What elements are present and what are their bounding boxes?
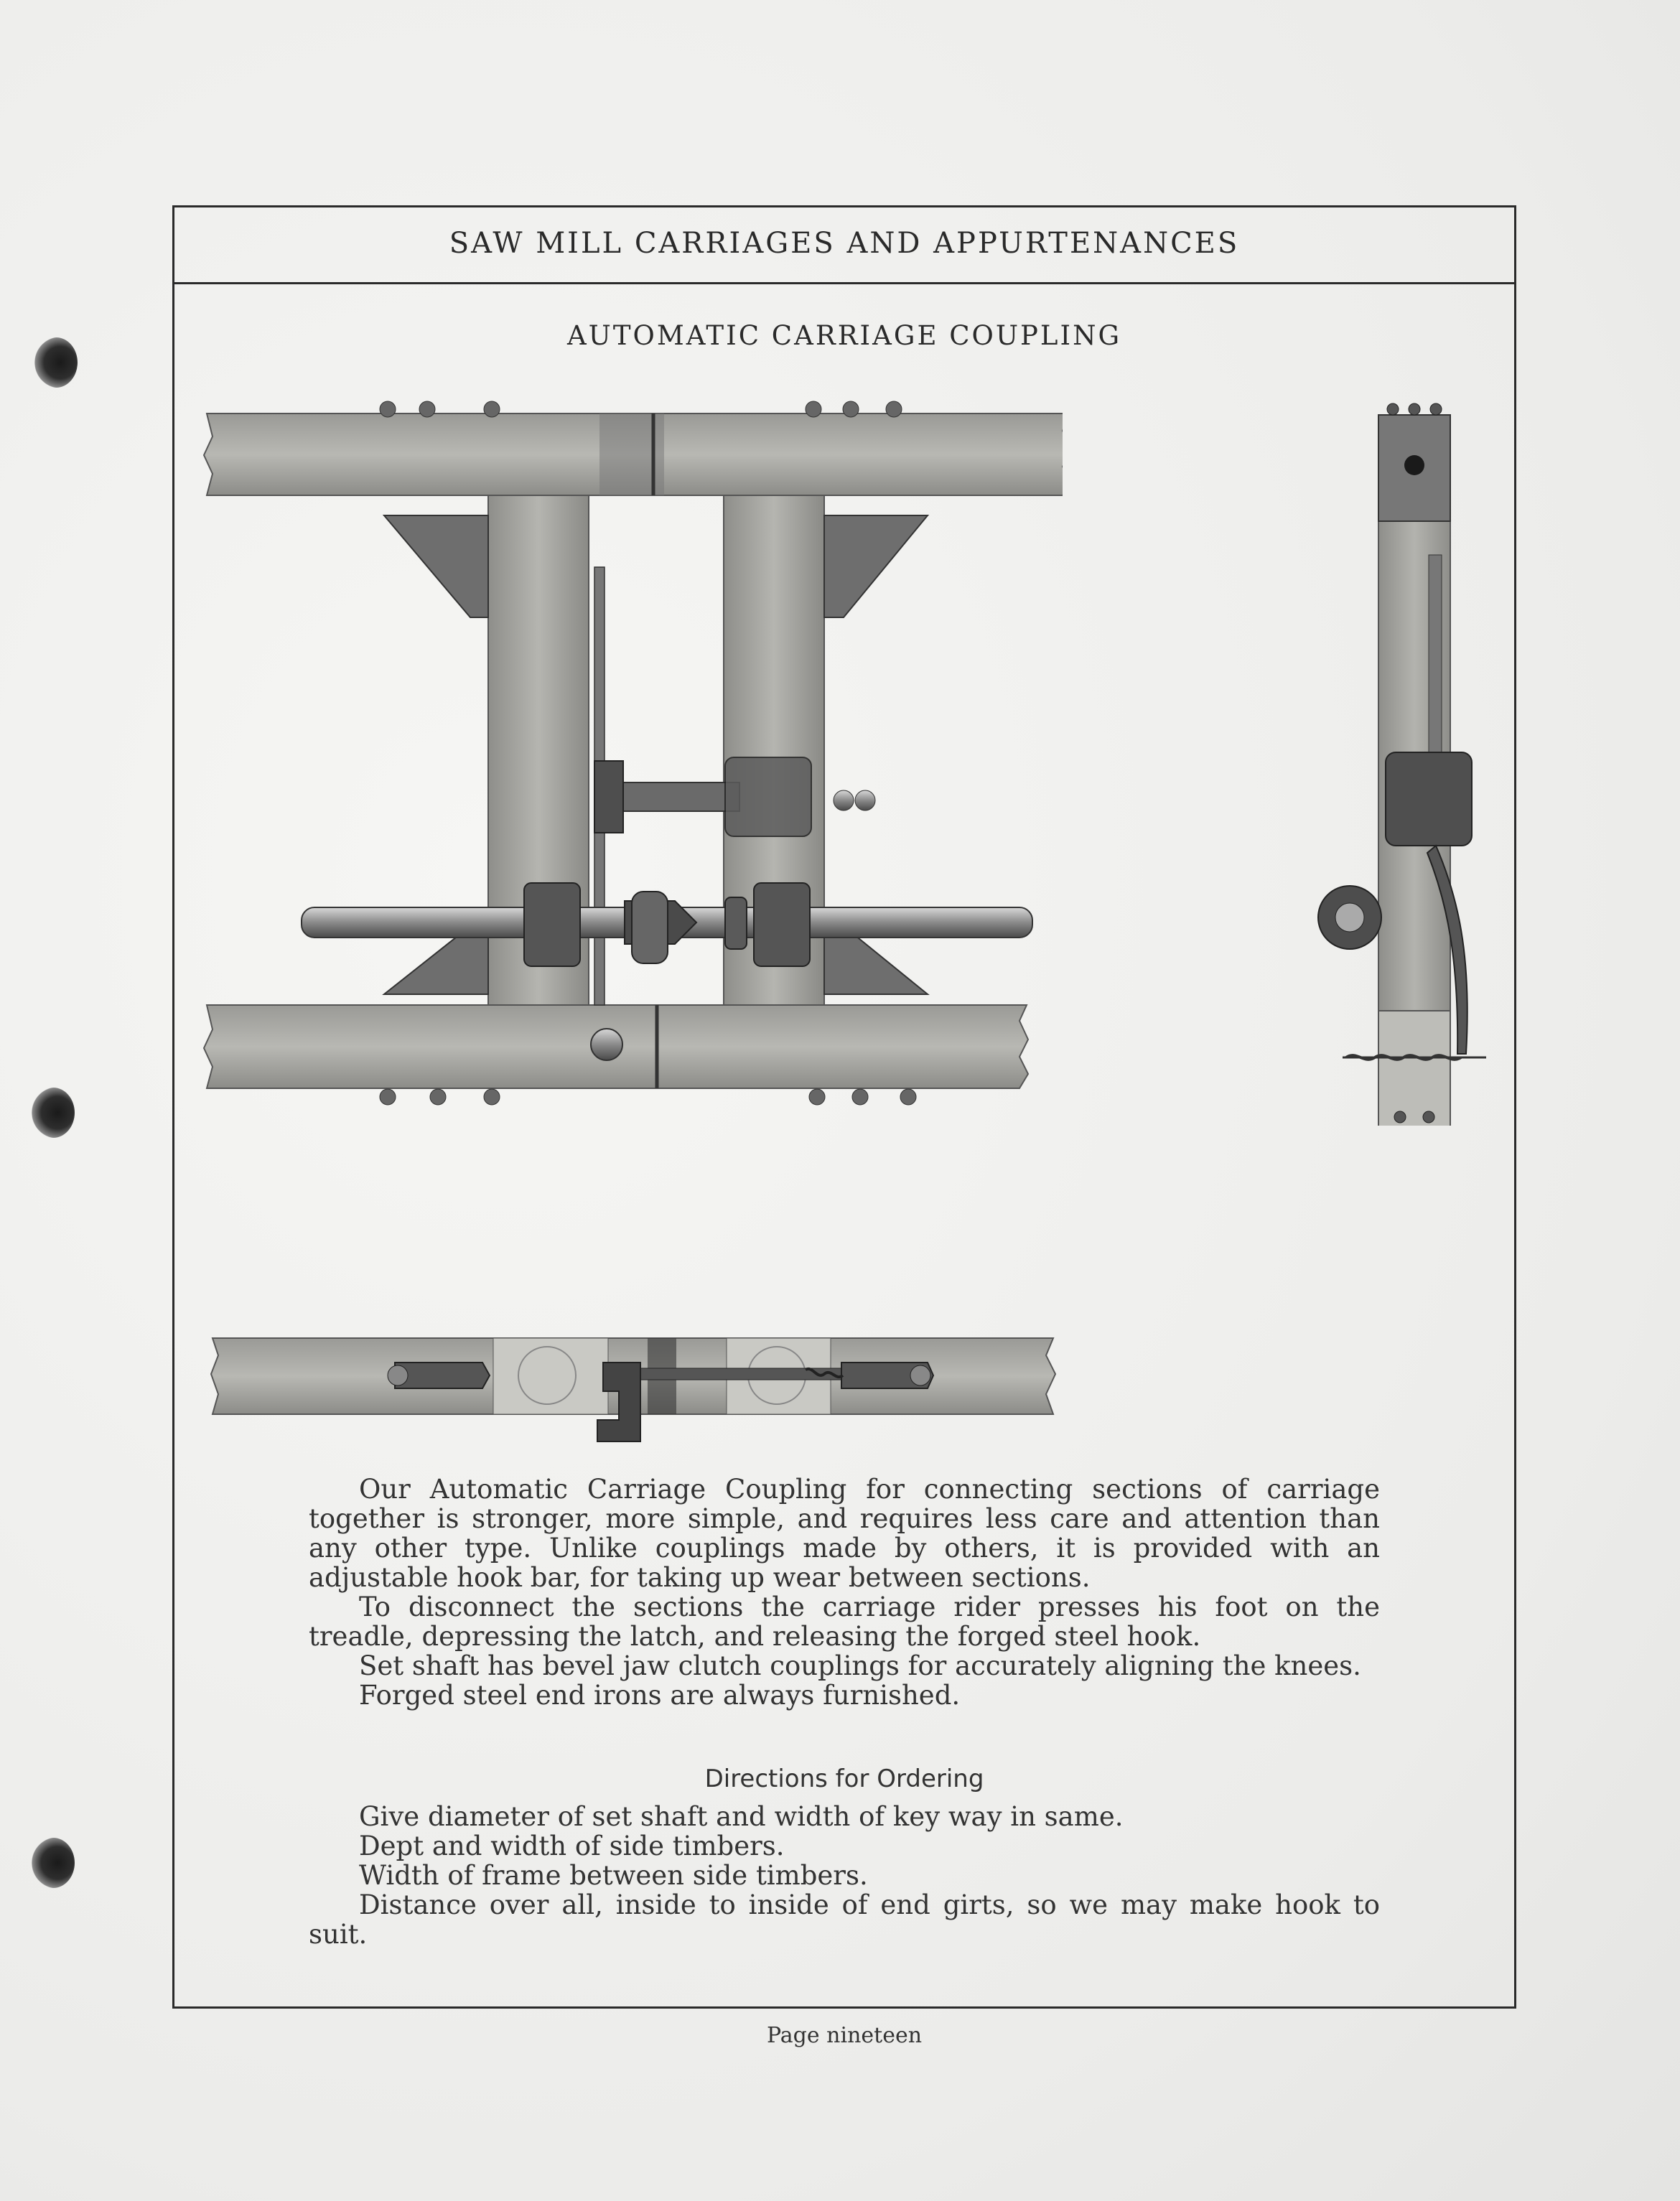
binder-hole-bottom bbox=[32, 1838, 75, 1888]
description-text bbox=[309, 1475, 1380, 1710]
binder-hole-middle bbox=[32, 1088, 75, 1138]
section-view-illustration bbox=[210, 1334, 1057, 1449]
description-paragraph: Set shaft has bevel jaw clutch couplings for accurately aligning the knees. bbox=[359, 1650, 1361, 1681]
header-divider bbox=[172, 282, 1516, 284]
side-view-illustration bbox=[1307, 393, 1501, 1126]
ordering-item: Give diameter of set shaft and width of key way in same. bbox=[359, 1801, 1124, 1832]
ordering-heading: Directions for Ordering bbox=[704, 1765, 984, 1793]
description-paragraph: Our Automatic Carriage Coupling for connecting sections of carriage together is stronger, more simple, and requires less care and attention than any other type. Unlike couplings made by others, it is provided with an adjustable hook bar, for taking up wear between sections. bbox=[309, 1474, 1380, 1593]
page-number: Page nineteen bbox=[766, 2023, 923, 2048]
running-title: SAW MILL CARRIAGES AND APPURTENANCES bbox=[449, 227, 1240, 260]
binder-hole-top bbox=[34, 337, 78, 388]
description-paragraph: To disconnect the sections the carriage rider presses his foot on the treadle, depressing the latch, and releasing the forged steel hook. bbox=[309, 1592, 1380, 1652]
ordering-item: Distance over all, inside to inside of end girts, so we may make hook to suit. bbox=[309, 1889, 1380, 1950]
ordering-list bbox=[309, 1802, 1380, 1949]
section-title: AUTOMATIC CARRIAGE COUPLING bbox=[566, 320, 1122, 351]
ordering-item: Dept and width of side timbers. bbox=[359, 1831, 785, 1861]
ordering-item: Width of frame between side timbers. bbox=[359, 1860, 868, 1891]
description-paragraph: Forged steel end irons are always furnished. bbox=[359, 1680, 961, 1711]
plan-view-illustration bbox=[201, 395, 1063, 1127]
